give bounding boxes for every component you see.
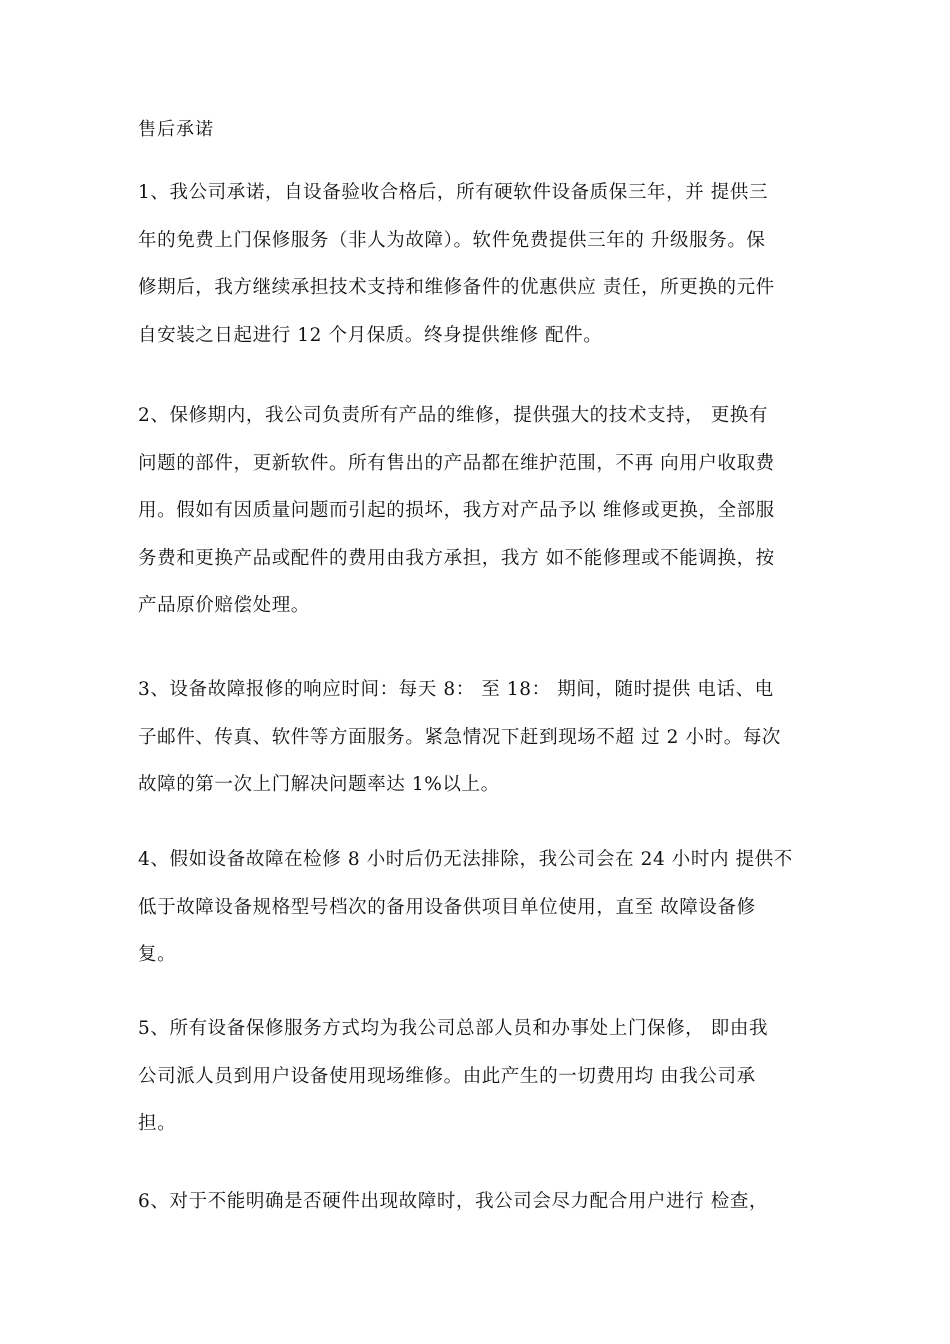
clause-2 [138,404,838,642]
clause-line: 年的免费上门保修服务（非人为故障）。软件免费提供三年的 升级服务。保 [138,229,766,251]
clause-4 [138,848,838,991]
clause-line: 公司派人员到用户设备使用现场维修。由此产生的一切费用均 由我公司承 [138,1065,756,1087]
clause-1 [138,181,838,371]
clause-line: 用。假如有因质量问题而引起的损坏，我方对产品予以 维修或更换，全部服 [138,500,775,521]
clause-6 [138,1190,838,1238]
clause-line: 担。 [138,1113,177,1134]
clause-line: 6、对于不能明确是否硬件出现故障时，我公司会尽力配合用户进行 检查， [138,1191,769,1212]
page-title: 售后承诺 [138,119,214,140]
clause-line: 5、所有设备保修服务方式均为我公司总部人员和办事处上门保修， 即由我 [138,1018,769,1039]
clause-line: 问题的部件，更新软件。所有售出的产品都在维护范围，不再 向用户收取费 [138,452,775,474]
clause-line: 故障的第一次上门解决问题率达 1%以上。 [138,774,500,795]
clause-line: 产品原价赔偿处理。 [138,595,310,616]
clause-line: 4、假如设备故障在检修 8 小时后仍无法排除，我公司会在 24 小时内 提供不 [138,849,793,870]
clause-line: 自安装之日起进行 12 个月保质。终身提供维修 配件。 [138,324,603,346]
clause-line: 务费和更换产品或配件的费用由我方承担，我方 如不能修理或不能调换，按 [138,547,775,569]
clause-line: 1、我公司承诺，自设备验收合格后，所有硬软件设备质保三年，并 提供三 [138,182,769,203]
clause-line: 低于故障设备规格型号档次的备用设备供项目单位使用，直至 故障设备修 [138,896,756,918]
clause-line: 2、保修期内，我公司负责所有产品的维修，提供强大的技术支持， 更换有 [138,405,769,426]
clause-5 [138,1017,838,1160]
clause-line: 复。 [138,944,177,965]
clause-line: 3、设备故障报修的响应时间：每天 8： 至 18： 期间，随时提供 电话、电 [138,679,774,700]
clause-3 [138,678,838,821]
clause-line: 修期后，我方继续承担技术支持和维修备件的优惠供应 责任，所更换的元件 [138,277,775,298]
clause-line: 子邮件、传真、软件等方面服务。紧急情况下赶到现场不超 过 2 小时。每次 [138,726,782,748]
